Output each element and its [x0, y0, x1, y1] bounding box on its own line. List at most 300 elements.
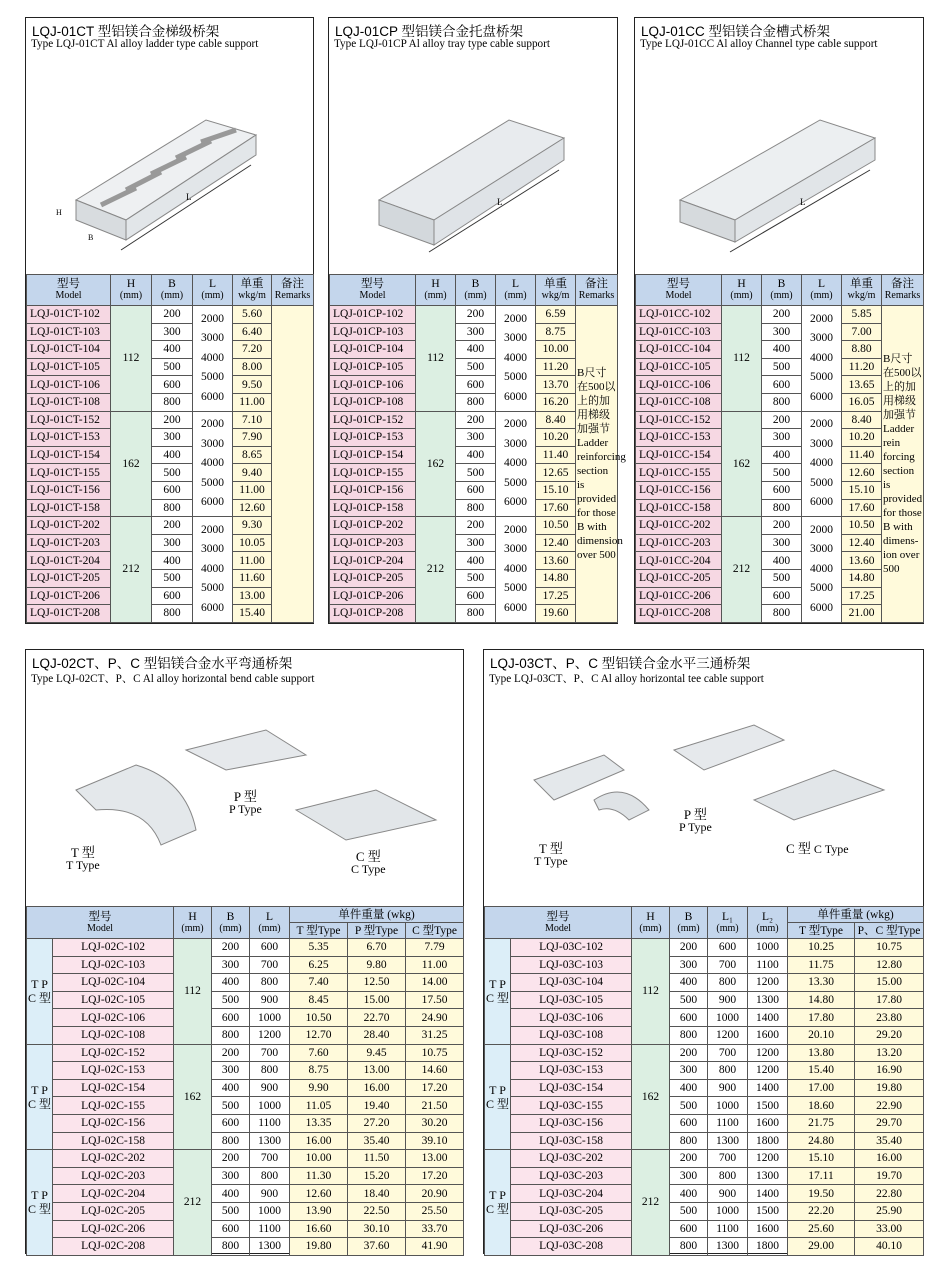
weight-cell: 19.50 — [788, 1185, 855, 1203]
panel-subtitle: Type LQJ-01CC Al alloy Channel type cable support — [640, 38, 878, 50]
table-row — [330, 306, 618, 324]
col-remarks-header: 备注 Remarks — [576, 275, 618, 306]
col-b-header: B (mm) — [212, 907, 250, 939]
dimension-cell: 200 — [670, 1044, 708, 1062]
model-cell: LQJ-01CT-206 — [27, 587, 111, 605]
model-cell: LQJ-01CC-153 — [636, 429, 722, 447]
model-cell: LQJ-03C-103 — [511, 956, 632, 974]
table-row — [27, 1150, 464, 1168]
panel-subtitle: Type LQJ-02CT、P、C Al alloy horizontal bend cable support — [31, 673, 315, 685]
dimension-cell: 1200 — [708, 1026, 748, 1044]
table-row — [27, 1009, 464, 1027]
col-model-header: 型号 Model — [636, 275, 722, 306]
svg-text:H: H — [56, 208, 62, 217]
model-cell: LQJ-01CT-153 — [27, 429, 111, 447]
weight-cell: 10.75 — [406, 1044, 464, 1062]
table-row — [636, 306, 924, 324]
col-remarks-header: 备注 Remarks — [272, 275, 314, 306]
table-row — [27, 1202, 464, 1220]
remarks-cell: B尺寸在500以上的加用梯级加强节 Ladder reinforcing section is provided for those B with dimension over 500 — [576, 306, 618, 623]
model-cell: LQJ-02C-154 — [53, 1079, 174, 1097]
model-cell: LQJ-01CP-152 — [330, 411, 416, 429]
panel-subtitle: Type LQJ-01CT Al alloy ladder type cable support — [31, 38, 259, 50]
weight-cell: 5.60 — [233, 306, 272, 324]
table-row — [330, 517, 618, 535]
model-cell: LQJ-02C-102 — [53, 939, 174, 957]
dimension-cell: 600 — [250, 939, 290, 957]
col-h-header: H (mm) — [632, 907, 670, 939]
height-cell: 112 — [416, 306, 456, 412]
label-p-type: P 型 P Type — [679, 807, 712, 834]
height-cell: 212 — [416, 517, 456, 623]
model-cell: LQJ-03C-158 — [511, 1132, 632, 1150]
model-cell: LQJ-02C-155 — [53, 1097, 174, 1115]
col-l-header: L (mm) — [193, 275, 233, 306]
model-cell: LQJ-01CT-156 — [27, 481, 111, 499]
dimension-cell: 600 — [670, 1009, 708, 1027]
model-cell: LQJ-01CC-105 — [636, 358, 722, 376]
table-row — [485, 1185, 924, 1203]
table-row — [485, 1167, 924, 1185]
table-row — [27, 464, 314, 482]
table-row — [636, 499, 924, 517]
model-cell: LQJ-01CP-104 — [330, 341, 416, 359]
weight-cell: 7.10 — [233, 411, 272, 429]
model-cell: LQJ-03C-205 — [511, 1202, 632, 1220]
dimension-cell: 1000 — [250, 1009, 290, 1027]
dimension-cell: 600 — [708, 939, 748, 957]
dimension-cell: 1100 — [708, 1114, 748, 1132]
weight-cell: 5.85 — [842, 306, 882, 324]
weight-cell: 16.00 — [290, 1132, 348, 1150]
tee-spec-table — [484, 906, 924, 1256]
weight-cell: 15.00 — [348, 991, 406, 1009]
weight-cell: 12.50 — [348, 974, 406, 992]
width-cell: 200 — [152, 517, 193, 535]
table-row — [27, 358, 314, 376]
table-row — [636, 569, 924, 587]
weight-cell: 12.60 — [233, 499, 272, 517]
model-cell: LQJ-01CC-158 — [636, 499, 722, 517]
svg-text:B: B — [88, 233, 94, 242]
weight-cell: 7.90 — [233, 429, 272, 447]
dimension-cell: 1400 — [748, 1009, 788, 1027]
col-l-header: L (mm) — [496, 275, 536, 306]
width-cell: 600 — [762, 587, 802, 605]
model-cell: LQJ-01CP-154 — [330, 446, 416, 464]
model-cell: LQJ-01CP-202 — [330, 517, 416, 535]
table-body — [27, 275, 314, 623]
dimension-cell: 500 — [670, 1202, 708, 1220]
model-cell: LQJ-03C-104 — [511, 974, 632, 992]
panel-title: LQJ-01CC 型铝镁合金槽式桥架 — [641, 24, 831, 39]
weight-cell: 13.80 — [788, 1044, 855, 1062]
table-row — [485, 974, 924, 992]
dimension-cell: 400 — [212, 974, 250, 992]
dimension-cell: 600 — [670, 1220, 708, 1238]
table-body — [485, 907, 924, 1256]
table-row — [27, 1097, 464, 1115]
col-weight-header: 单件重量 (wkg) — [788, 907, 924, 923]
table-row — [27, 446, 314, 464]
table-row — [330, 341, 618, 359]
weight-cell: 25.50 — [406, 1202, 464, 1220]
width-cell: 600 — [762, 481, 802, 499]
dimension-cell: 900 — [250, 991, 290, 1009]
panel-tray-support — [328, 17, 626, 624]
weight-cell: 14.00 — [406, 974, 464, 992]
label-t-type: T 型 T Type — [534, 841, 568, 868]
length-cell: 2000 3000 4000 5000 6000 — [496, 306, 536, 412]
type-mark-cell: T P C 型 — [27, 1150, 53, 1256]
width-cell: 200 — [152, 411, 193, 429]
model-cell: LQJ-01CC-206 — [636, 587, 722, 605]
weight-cell: 14.80 — [536, 569, 576, 587]
model-cell: LQJ-02C-106 — [53, 1009, 174, 1027]
dimension-cell: 1500 — [748, 1097, 788, 1115]
length-cell: 2000 3000 4000 5000 6000 — [802, 306, 842, 412]
weight-cell: 17.25 — [842, 587, 882, 605]
dimension-cell: 1400 — [748, 1079, 788, 1097]
table-row — [485, 956, 924, 974]
table-row — [27, 956, 464, 974]
length-cell: 2000 3000 4000 5000 6000 — [193, 517, 233, 623]
model-cell: LQJ-01CT-202 — [27, 517, 111, 535]
length-cell: 2000 3000 4000 5000 6000 — [496, 411, 536, 517]
table-row — [636, 587, 924, 605]
table-row — [636, 605, 924, 623]
dimension-cell: 800 — [670, 1238, 708, 1256]
table-row — [27, 1079, 464, 1097]
dimension-cell: 1500 — [748, 1202, 788, 1220]
width-cell: 400 — [762, 341, 802, 359]
table-row — [636, 323, 924, 341]
weight-cell: 11.75 — [788, 956, 855, 974]
weight-cell: 23.80 — [855, 1009, 924, 1027]
ladder-tray-illustration — [46, 80, 301, 260]
model-cell: LQJ-01CP-204 — [330, 552, 416, 570]
weight-cell: 15.40 — [788, 1062, 855, 1080]
dimension-cell: 300 — [670, 956, 708, 974]
model-cell: LQJ-01CT-104 — [27, 341, 111, 359]
col-h-header: H (mm) — [174, 907, 212, 939]
panel-subtitle: Type LQJ-03CT、P、C Al alloy horizontal tee cable support — [489, 673, 764, 685]
weight-cell: 10.05 — [233, 534, 272, 552]
weight-cell: 9.50 — [233, 376, 272, 394]
width-cell: 500 — [456, 464, 496, 482]
weight-cell: 12.70 — [290, 1026, 348, 1044]
weight-cell: 17.80 — [788, 1009, 855, 1027]
weight-cell: 40.10 — [855, 1238, 924, 1256]
col-p-weight-header: P 型Type — [348, 923, 406, 939]
weight-cell: 11.05 — [290, 1097, 348, 1115]
weight-cell: 17.60 — [842, 499, 882, 517]
table-body — [330, 275, 626, 623]
weight-cell: 16.90 — [855, 1062, 924, 1080]
weight-cell: 24.80 — [788, 1132, 855, 1150]
model-cell: LQJ-01CT-208 — [27, 605, 111, 623]
weight-cell: 20.90 — [406, 1185, 464, 1203]
height-cell: 112 — [722, 306, 762, 412]
table-row — [27, 1114, 464, 1132]
table-row — [330, 358, 618, 376]
model-cell: LQJ-01CT-158 — [27, 499, 111, 517]
table-row — [636, 341, 924, 359]
panel-horizontal-tee — [483, 649, 924, 1254]
dimension-cell: 500 — [670, 991, 708, 1009]
width-cell: 200 — [762, 411, 802, 429]
dimension-cell: 700 — [250, 956, 290, 974]
weight-cell: 35.40 — [348, 1132, 406, 1150]
dimension-cell: 1300 — [708, 1132, 748, 1150]
height-cell: 212 — [111, 517, 152, 623]
model-cell: LQJ-02C-203 — [53, 1167, 174, 1185]
col-model-header: 型号 Model — [27, 275, 111, 306]
table-row — [636, 358, 924, 376]
col-l2-header: L₂ (mm) — [748, 907, 788, 939]
width-cell: 500 — [762, 358, 802, 376]
model-cell: LQJ-03C-204 — [511, 1185, 632, 1203]
table-row — [27, 569, 314, 587]
model-cell: LQJ-02C-104 — [53, 974, 174, 992]
height-cell: 162 — [722, 411, 762, 517]
height-cell: 112 — [632, 939, 670, 1045]
dimension-cell: 1000 — [708, 1202, 748, 1220]
table-row — [27, 534, 314, 552]
weight-cell: 9.30 — [233, 517, 272, 535]
model-cell: LQJ-01CC-205 — [636, 569, 722, 587]
weight-cell: 35.40 — [855, 1132, 924, 1150]
dimension-cell: 700 — [250, 1044, 290, 1062]
table-row — [330, 534, 618, 552]
dimension-cell: 1800 — [748, 1132, 788, 1150]
weight-cell: 16.20 — [536, 393, 576, 411]
width-cell: 800 — [456, 499, 496, 517]
dimension-cell: 700 — [708, 956, 748, 974]
weight-cell: 22.50 — [348, 1202, 406, 1220]
weight-cell: 8.40 — [536, 411, 576, 429]
weight-cell: 8.75 — [536, 323, 576, 341]
weight-cell: 7.00 — [842, 323, 882, 341]
width-cell: 600 — [152, 587, 193, 605]
width-cell: 400 — [762, 446, 802, 464]
height-cell: 112 — [174, 939, 212, 1045]
table-row — [330, 552, 618, 570]
table-row — [485, 1132, 924, 1150]
panel-subtitle: Type LQJ-01CP Al alloy tray type cable support — [334, 38, 550, 50]
weight-cell: 6.40 — [233, 323, 272, 341]
dimension-cell: 800 — [670, 1132, 708, 1150]
weight-cell: 16.05 — [842, 393, 882, 411]
width-cell: 300 — [762, 534, 802, 552]
label-t-type: T 型 T Type — [66, 845, 100, 872]
width-cell: 400 — [152, 341, 193, 359]
table-row — [27, 517, 314, 535]
type-mark-cell: T P C 型 — [485, 939, 511, 1045]
table-row — [330, 376, 618, 394]
table-row — [636, 552, 924, 570]
col-remarks-header: 备注 Remarks — [882, 275, 924, 306]
height-cell: 112 — [111, 306, 152, 412]
table-row — [330, 481, 618, 499]
model-cell: LQJ-01CP-153 — [330, 429, 416, 447]
weight-cell: 15.00 — [855, 974, 924, 992]
col-model-header: 型号 Model — [330, 275, 416, 306]
table-row — [485, 939, 924, 957]
table-row — [27, 1185, 464, 1203]
dimension-cell: 1000 — [708, 1009, 748, 1027]
width-cell: 800 — [762, 499, 802, 517]
col-b-header: B (mm) — [670, 907, 708, 939]
table-row — [27, 393, 314, 411]
col-l-header: L (mm) — [250, 907, 290, 939]
model-cell: LQJ-01CT-154 — [27, 446, 111, 464]
col-l-header: L (mm) — [802, 275, 842, 306]
model-cell: LQJ-01CT-102 — [27, 306, 111, 324]
dimension-cell: 400 — [212, 1079, 250, 1097]
dimension-cell: 300 — [212, 1167, 250, 1185]
table-row — [27, 552, 314, 570]
col-b-header: B (mm) — [456, 275, 496, 306]
table-row — [485, 1097, 924, 1115]
model-cell: LQJ-01CC-203 — [636, 534, 722, 552]
dimension-cell: 900 — [250, 1079, 290, 1097]
weight-cell: 8.75 — [290, 1062, 348, 1080]
col-l1-header: L₁ (mm) — [708, 907, 748, 939]
weight-cell: 16.60 — [290, 1220, 348, 1238]
table-row — [27, 1026, 464, 1044]
tray-illustration — [349, 80, 604, 260]
model-cell: LQJ-01CC-108 — [636, 393, 722, 411]
weight-cell: 15.10 — [536, 481, 576, 499]
svg-text:L: L — [497, 197, 503, 207]
dimension-cell: 900 — [708, 991, 748, 1009]
weight-cell: 17.11 — [788, 1167, 855, 1185]
dimension-cell: 900 — [250, 1185, 290, 1203]
table-row — [330, 569, 618, 587]
table-row — [330, 587, 618, 605]
model-cell: LQJ-01CP-103 — [330, 323, 416, 341]
model-cell: LQJ-01CT-105 — [27, 358, 111, 376]
panel-channel-support — [634, 17, 924, 624]
table-row — [485, 1114, 924, 1132]
dimension-cell: 600 — [670, 1114, 708, 1132]
model-cell: LQJ-03C-206 — [511, 1220, 632, 1238]
table-row — [27, 1220, 464, 1238]
channel-illustration — [650, 80, 905, 260]
model-cell: LQJ-02C-204 — [53, 1185, 174, 1203]
weight-cell: 10.20 — [842, 429, 882, 447]
dimension-cell: 700 — [250, 1150, 290, 1168]
table-row — [485, 1220, 924, 1238]
weight-cell: 22.20 — [788, 1202, 855, 1220]
col-weight-header: 单重 wkg/m — [842, 275, 882, 306]
weight-cell: 12.65 — [536, 464, 576, 482]
model-cell: LQJ-01CP-206 — [330, 587, 416, 605]
table-row — [485, 1009, 924, 1027]
weight-cell: 17.00 — [788, 1079, 855, 1097]
table-row — [485, 1238, 924, 1256]
weight-cell: 5.35 — [290, 939, 348, 957]
dimension-cell: 1300 — [250, 1238, 290, 1256]
dimension-cell: 800 — [670, 1026, 708, 1044]
width-cell: 300 — [762, 323, 802, 341]
col-t-weight-header: T 型Type — [788, 923, 855, 939]
weight-cell: 29.70 — [855, 1114, 924, 1132]
model-cell: LQJ-02C-152 — [53, 1044, 174, 1062]
table-row — [330, 464, 618, 482]
dimension-cell: 1200 — [748, 974, 788, 992]
table-row — [27, 323, 314, 341]
weight-cell: 7.79 — [406, 939, 464, 957]
dimension-cell: 800 — [708, 974, 748, 992]
model-cell: LQJ-01CT-103 — [27, 323, 111, 341]
width-cell: 400 — [456, 446, 496, 464]
panel-ladder-support — [25, 17, 314, 624]
label-p-type: P 型 P Type — [229, 789, 262, 816]
width-cell: 300 — [762, 429, 802, 447]
table-row — [27, 1062, 464, 1080]
model-cell: LQJ-02C-158 — [53, 1132, 174, 1150]
dimension-cell: 1200 — [250, 1026, 290, 1044]
dimension-cell: 1600 — [748, 1026, 788, 1044]
weight-cell: 25.60 — [788, 1220, 855, 1238]
weight-cell: 30.20 — [406, 1114, 464, 1132]
dimension-cell: 800 — [250, 974, 290, 992]
weight-cell: 17.50 — [406, 991, 464, 1009]
width-cell: 500 — [762, 569, 802, 587]
dimension-cell: 600 — [212, 1009, 250, 1027]
remarks-cell: B尺寸在500以上的加用梯级加强节 Ladder rein forcing section is provided for those B with dimens- ion over 500 — [882, 306, 924, 623]
table-row — [27, 411, 314, 429]
table-row — [27, 939, 464, 957]
weight-cell: 8.65 — [233, 446, 272, 464]
svg-text:L: L — [800, 197, 806, 207]
dimension-cell: 1600 — [748, 1114, 788, 1132]
dimension-cell: 300 — [212, 1062, 250, 1080]
dimension-cell: 1100 — [250, 1220, 290, 1238]
width-cell: 600 — [762, 376, 802, 394]
table-row — [27, 991, 464, 1009]
model-cell: LQJ-01CC-156 — [636, 481, 722, 499]
weight-cell: 6.70 — [348, 939, 406, 957]
table-row — [636, 481, 924, 499]
weight-cell: 10.50 — [842, 517, 882, 535]
weight-cell: 15.10 — [842, 481, 882, 499]
model-cell: LQJ-02C-205 — [53, 1202, 174, 1220]
weight-cell: 10.00 — [290, 1150, 348, 1168]
dimension-cell: 200 — [670, 1150, 708, 1168]
table-row — [27, 1167, 464, 1185]
width-cell: 200 — [152, 306, 193, 324]
weight-cell: 10.50 — [536, 517, 576, 535]
width-cell: 400 — [152, 552, 193, 570]
width-cell: 800 — [762, 605, 802, 623]
weight-cell: 27.20 — [348, 1114, 406, 1132]
model-cell: LQJ-01CT-155 — [27, 464, 111, 482]
weight-cell: 13.35 — [290, 1114, 348, 1132]
weight-cell: 41.90 — [406, 1238, 464, 1256]
dimension-cell: 1000 — [250, 1097, 290, 1115]
weight-cell: 37.60 — [348, 1238, 406, 1256]
table-row — [330, 429, 618, 447]
table-row — [27, 1044, 464, 1062]
width-cell: 500 — [456, 569, 496, 587]
width-cell: 200 — [762, 306, 802, 324]
dimension-cell: 1300 — [250, 1132, 290, 1150]
dimension-cell: 500 — [212, 991, 250, 1009]
dimension-cell: 1400 — [748, 1185, 788, 1203]
